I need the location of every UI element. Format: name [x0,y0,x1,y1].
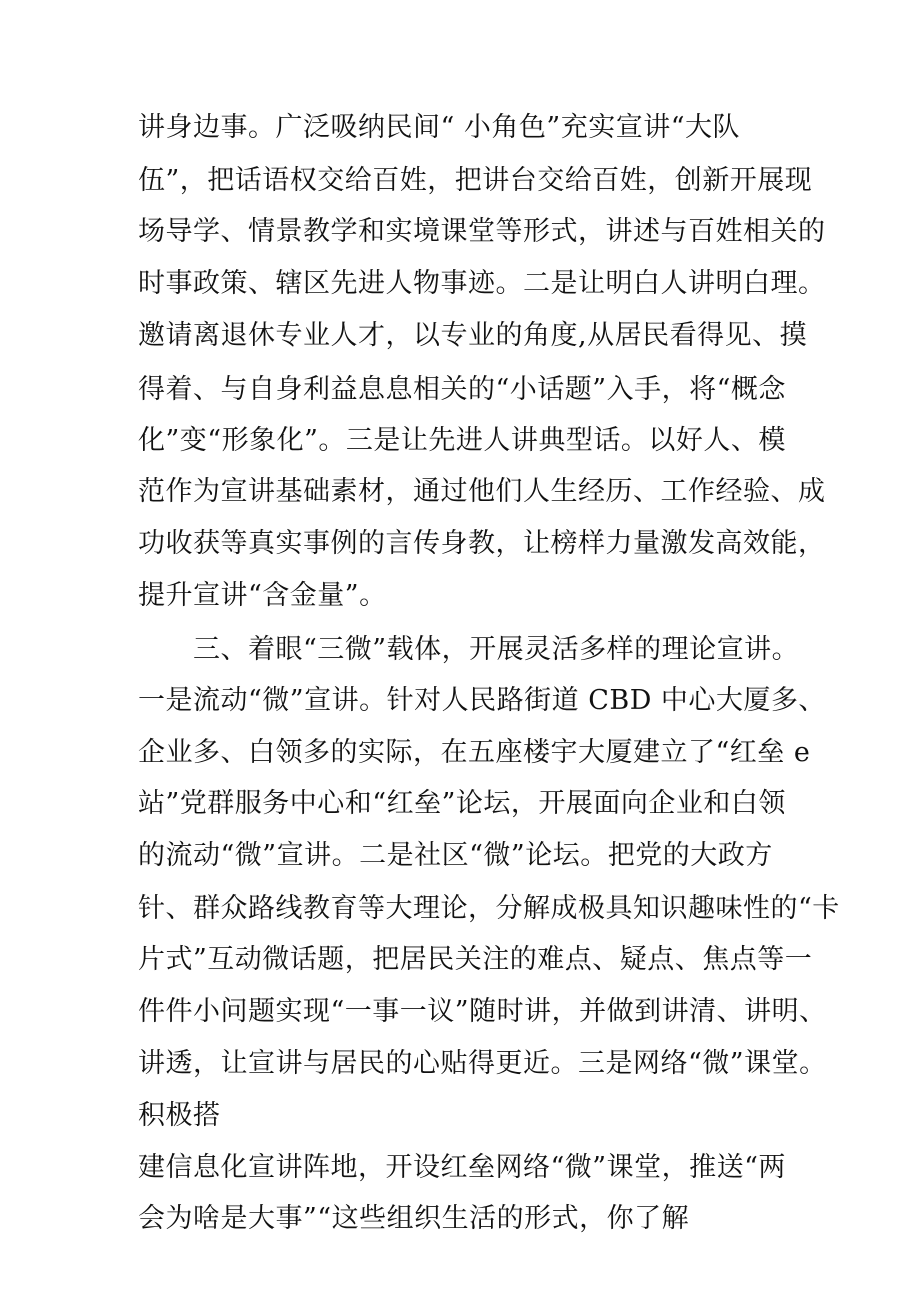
text-line: 站”党群服务中心和“红垒”论坛，开展面向企业和白领 [138,788,786,819]
text-line: 范作为宣讲基础素材，通过他们人生经历、工作经验、成 [138,476,826,507]
text-line: 邀请离退休专业人才，以专业的角度,从居民看得见、摸 [138,320,808,351]
text-line: 会为啥是大事”“这些组织生活的形式，你了解 [138,1203,690,1234]
text-line: 件件小问题实现“一事一议”随时讲，并做到讲清、讲明、 [138,996,827,1027]
text-line: 时事政策、辖区先进人物事迹。二是让明白人讲明白理。 [138,268,826,299]
text-line: 三、着眼“三微”载体，开展灵活多样的理论宣讲。 [138,634,800,665]
text-line: 一是流动“微”宣讲。针对人民路街道 CBD 中心大厦多、 [138,685,826,716]
text-line: 企业多、白领多的实际，在五座楼宇大厦建立了“红垒 e [138,737,811,768]
text-line: 场导学、情景教学和实境课堂等形式，讲述与百姓相关的 [138,216,826,247]
text-line: 化”变“形象化”。三是让先进人讲典型话。以好人、模 [138,425,786,456]
text-line: 功收获等真实事例的言传身教，让榜样力量激发高效能， [138,528,826,559]
text-line: 提升宣讲“含金量”。 [138,580,387,611]
text-line: 的流动“微”宣讲。二是社区“微”论坛。把党的大政方 [138,840,773,871]
text-line: 得着、与自身利益息息相关的“小话题”入手，将“概念 [138,374,786,405]
text-line: 片式”互动微话题，把居民关注的难点、疑点、焦点等一 [138,944,813,975]
text-line: 建信息化宣讲阵地，开设红垒网络“微”课堂，推送“两 [138,1152,786,1183]
text-line: 针、群众路线教育等大理论，分解成极具知识趣味性的“卡 [138,893,840,924]
text-line: 讲身边事。广泛吸纳民间“ 小角色”充实宣讲“大队 [138,112,740,143]
text-line: 伍”，把话语权交给百姓，把讲台交给百姓，创新开展现 [138,165,813,196]
text-line: 讲透，让宣讲与居民的心贴得更近。三是网络“微”课堂。 [138,1048,827,1079]
text-line: 积极搭 [138,1100,221,1131]
